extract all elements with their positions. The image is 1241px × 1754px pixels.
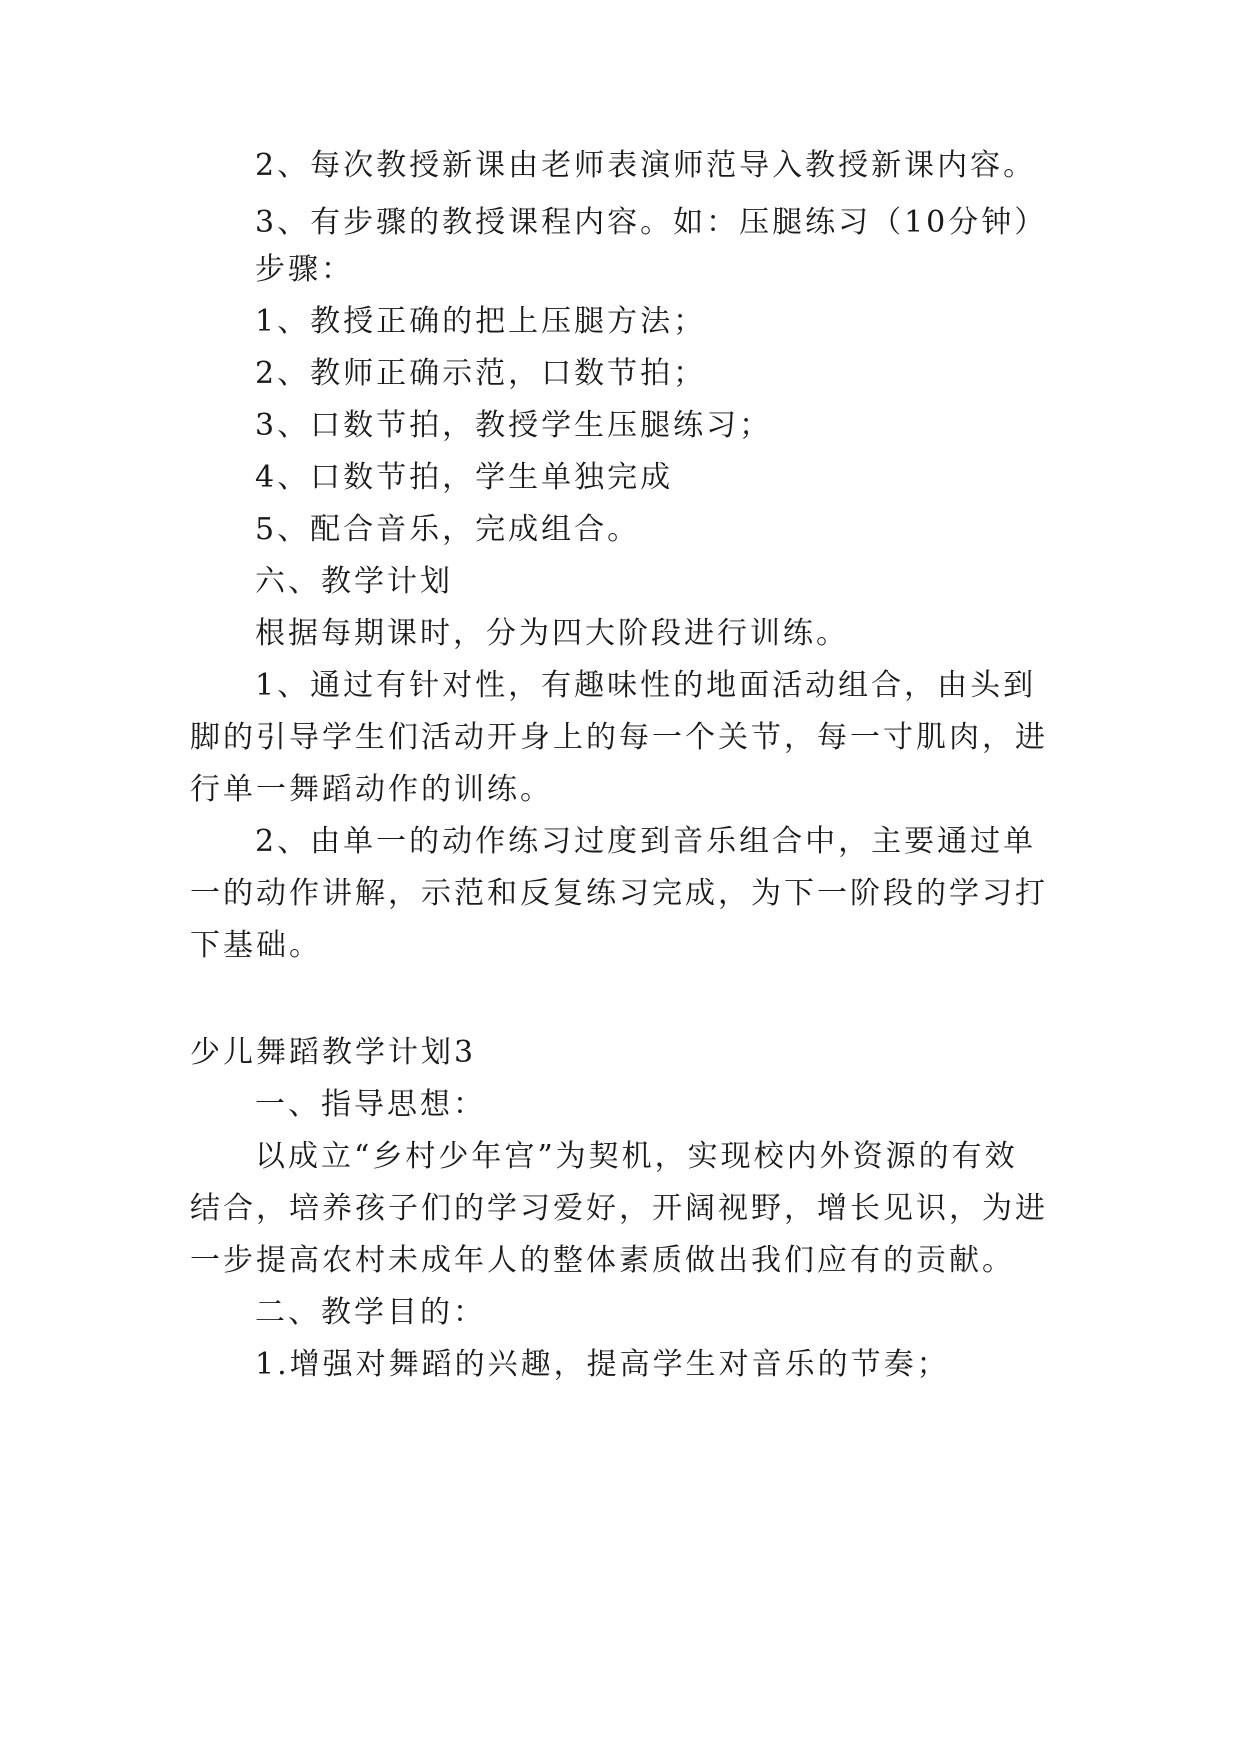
section-heading: 一、指导思想： [255, 1087, 486, 1122]
paragraph-line: 5、配合音乐，完成组合。 [255, 512, 641, 547]
paragraph-line: 2、教师正确示范，口数节拍； [255, 356, 707, 391]
paragraph-line: 下基础。 [190, 928, 322, 963]
paragraph-line: 2、每次教授新课由老师表演师范导入教授新课内容。 [255, 148, 1037, 183]
paragraph-line: 2、由单一的动作练习过度到音乐组合中，主要通过单 [255, 824, 1037, 859]
section-heading: 六、教学计划 [255, 564, 453, 599]
paragraph-line: 根据每期课时，分为四大阶段进行训练。 [255, 616, 849, 651]
paragraph-line: 以成立“乡村少年宫”为契机，实现校内外资源的有效 [255, 1139, 1018, 1174]
paragraph-line: 3、口数节拍，教授学生压腿练习； [255, 408, 773, 443]
paragraph-line: 步骤： [255, 252, 354, 287]
paragraph-line: 结合，培养孩子们的学习爱好，开阔视野，增长见识，为进 [190, 1191, 1048, 1226]
paragraph-line: 1.增强对舞蹈的兴趣，提高学生对音乐的节奏； [255, 1347, 950, 1382]
paragraph-line: 4、口数节拍，学生单独完成 [255, 460, 674, 495]
paragraph-line: 脚的引导学生们活动开身上的每一个关节，每一寸肌肉，进 [190, 720, 1048, 755]
paragraph-line: 1、教授正确的把上压腿方法； [255, 304, 707, 339]
paragraph-line: 一的动作讲解，示范和反复练习完成，为下一阶段的学习打 [190, 876, 1048, 911]
paragraph-line: 1、通过有针对性，有趣味性的地面活动组合，由头到 [255, 668, 1037, 703]
paragraph-line: 3、有步骤的教授课程内容。如：压腿练习（10分钟） [255, 205, 1048, 240]
document-title: 少儿舞蹈教学计划3 [190, 1035, 477, 1070]
paragraph-line: 行单一舞蹈动作的训练。 [190, 772, 553, 807]
section-heading: 二、教学目的： [255, 1295, 486, 1330]
paragraph-line: 一步提高农村未成年人的整体素质做出我们应有的贡献。 [190, 1243, 1015, 1278]
